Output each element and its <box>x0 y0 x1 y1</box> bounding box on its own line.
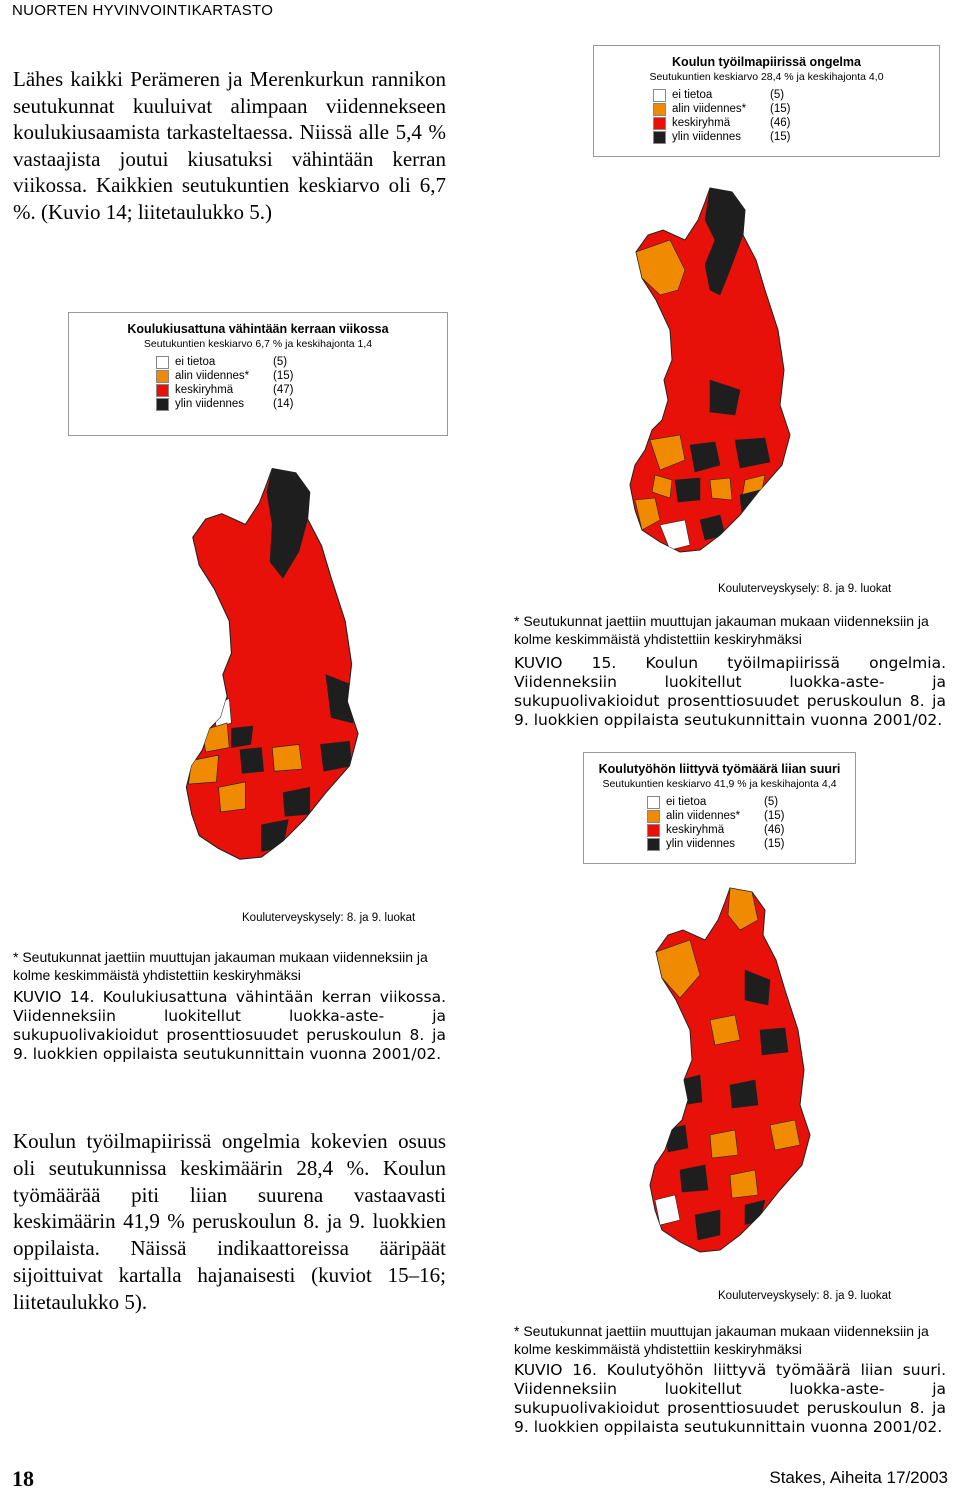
footnote-kuvio-14: * Seutukunnat jaettiin muuttujan jakauman mukaan viidenneksiin ja kolme keskimmäistä yhdistettiin keskiryhmäksi <box>13 949 428 983</box>
legend-label: keskiryhmä <box>672 117 731 129</box>
intro-paragraph: Lähes kaikki Perämeren ja Merenkurkun rannikon seutukunnat kuuluivat alimpaan viidennekseen koulukiusaamista tarkasteltaessa. Niissä alle 5,4 % vastaajista joutui kiusatuksi vähintään kerran viikossa. Kaikkien seutukuntien keskiarvo oli 6,7 %. (Kuvio 14; liitetaulukko 5.) <box>13 67 446 224</box>
legend-label: alin viidennes* <box>175 370 250 382</box>
swatch-ei-tietoa <box>647 796 660 809</box>
swatch-alin <box>653 103 666 116</box>
legend-row-alin <box>156 369 447 383</box>
legend-count: (15) <box>770 103 791 115</box>
legend-row-ei-tietoa <box>156 355 447 369</box>
swatch-alin <box>156 370 169 383</box>
legend-row-keski <box>156 383 447 397</box>
legend-label: keskiryhmä <box>175 384 234 396</box>
running-header: NUORTEN HYVINVOINTIKARTASTO <box>12 2 274 19</box>
swatch-ylin <box>647 838 660 851</box>
caption-kuvio-16: KUVIO 16. Koulutyöhön liittyvä työmäärä liian suuri. Viidenneksiin luokitellut luokka-aste- ja sukupuolivakioidut prosenttiosuudet peruskoulun 8. ja 9. luokkien oppilaista seutukunnittain vuonna 2001/02. <box>514 1361 946 1436</box>
legend-label: keskiryhmä <box>666 824 725 836</box>
footnote-kuvio-15: * Seutukunnat jaettiin muuttujan jakauman mukaan viidenneksiin ja kolme keskimmäistä yhdistettiin keskiryhmäksi <box>514 613 929 647</box>
legend-label: ei tietoa <box>175 356 216 368</box>
finland-map-kuvio-14 <box>110 460 370 900</box>
swatch-ei-tietoa <box>156 356 169 369</box>
legend-label: ylin viidennes <box>672 131 742 143</box>
finland-map-kuvio-16 <box>580 880 820 1290</box>
legend-row-alin <box>653 102 939 116</box>
legend-count: (5) <box>273 356 288 368</box>
legend-row-ei-tietoa <box>647 795 855 809</box>
legend-title: Koulutyöhön liittyvä työmäärä liian suuri <box>598 762 841 776</box>
finland-map-kuvio-15 <box>560 180 800 590</box>
source-kuvio-14: Kouluterveyskysely: 8. ja 9. luokat <box>242 912 416 924</box>
swatch-keski <box>647 824 660 837</box>
legend-count: (15) <box>770 131 791 143</box>
legend-row-ylin <box>156 397 447 411</box>
footnote-kuvio-16: * Seutukunnat jaettiin muuttujan jakauman mukaan viidenneksiin ja kolme keskimmäistä yhdistettiin keskiryhmäksi <box>514 1323 929 1357</box>
legend-label: ylin viidennes <box>175 398 245 410</box>
summary-paragraph: Koulun työilmapiirissä ongelmia kokevien osuus oli seutukunnissa keskimäärin 28,4 %. Koulun työmäärää piti liian suurena vastaavasti keskimäärin 41,9 % peruskoulun 8. ja 9. luokkien oppilaista. Näissä indikaattoreissa ääripäät sijoittuivat kartalla hajanaisesti (kuviot 15–16; liitetaulukko 5). <box>13 1129 446 1314</box>
legend-count: (5) <box>764 796 779 808</box>
source-kuvio-15: Kouluterveyskysely: 8. ja 9. luokat <box>718 583 892 595</box>
legend-count: (46) <box>764 824 785 836</box>
swatch-ei-tietoa <box>653 89 666 102</box>
legend-row-alin <box>647 809 855 823</box>
legend-row-keski <box>647 823 855 837</box>
legend-title: Koulukiusattuna vähintään kerraan viikossa <box>127 322 389 336</box>
legend-count: (47) <box>273 384 294 396</box>
swatch-keski <box>156 384 169 397</box>
legend-count: (15) <box>764 810 785 822</box>
swatch-ylin <box>653 131 666 144</box>
legend-count: (15) <box>764 838 785 850</box>
swatch-ylin <box>156 398 169 411</box>
page-number: 18 <box>12 1466 34 1491</box>
legend-title: Koulun työilmapiirissä ongelma <box>672 55 861 69</box>
source-kuvio-16: Kouluterveyskysely: 8. ja 9. luokat <box>718 1290 892 1302</box>
swatch-alin <box>647 810 660 823</box>
legend-count: (15) <box>273 370 294 382</box>
legend-subtitle: Seutukuntien keskiarvo 41,9 % ja keskihajonta 4,4 <box>602 778 837 790</box>
caption-kuvio-14: KUVIO 14. Koulukiusattuna vähintään kerran viikossa. Viidenneksiin luokitellut luokka-aste- ja sukupuolivakioidut prosenttiosuudet peruskoulun 8. ja 9. luokkien oppilaista seutukunnittain vuonna 2001/02. <box>13 988 446 1063</box>
legend-count: (46) <box>770 117 791 129</box>
legend-box-kuvio-15 <box>593 45 940 157</box>
legend-row-ylin <box>647 837 855 851</box>
legend-label: ei tietoa <box>666 796 707 808</box>
legend-subtitle: Seutukuntien keskiarvo 6,7 % ja keskihajonta 1,4 <box>143 338 373 350</box>
publication-info: Stakes, Aiheita 17/2003 <box>769 1468 948 1487</box>
legend-row-keski <box>653 116 939 130</box>
swatch-keski <box>653 117 666 130</box>
legend-count: (14) <box>273 398 294 410</box>
legend-box-kuvio-16 <box>583 752 856 864</box>
legend-row-ei-tietoa <box>653 88 939 102</box>
legend-box-kuvio-14 <box>68 312 448 436</box>
legend-row-ylin <box>653 130 939 144</box>
legend-label: ylin viidennes <box>666 838 736 850</box>
caption-kuvio-15: KUVIO 15. Koulun työilmapiirissä ongelmia. Viidenneksiin luokitellut luokka-aste- ja sukupuolivakioidut prosenttiosuudet peruskoulun 8. ja 9. luokkien oppilaista seutukunnittain vuonna 2001/02. <box>514 654 946 729</box>
legend-label: ei tietoa <box>672 89 713 101</box>
legend-label: alin viidennes* <box>672 103 747 115</box>
legend-subtitle: Seutukuntien keskiarvo 28,4 % ja keskihajonta 4,0 <box>649 71 884 83</box>
legend-label: alin viidennes* <box>666 810 741 822</box>
legend-count: (5) <box>770 89 785 101</box>
